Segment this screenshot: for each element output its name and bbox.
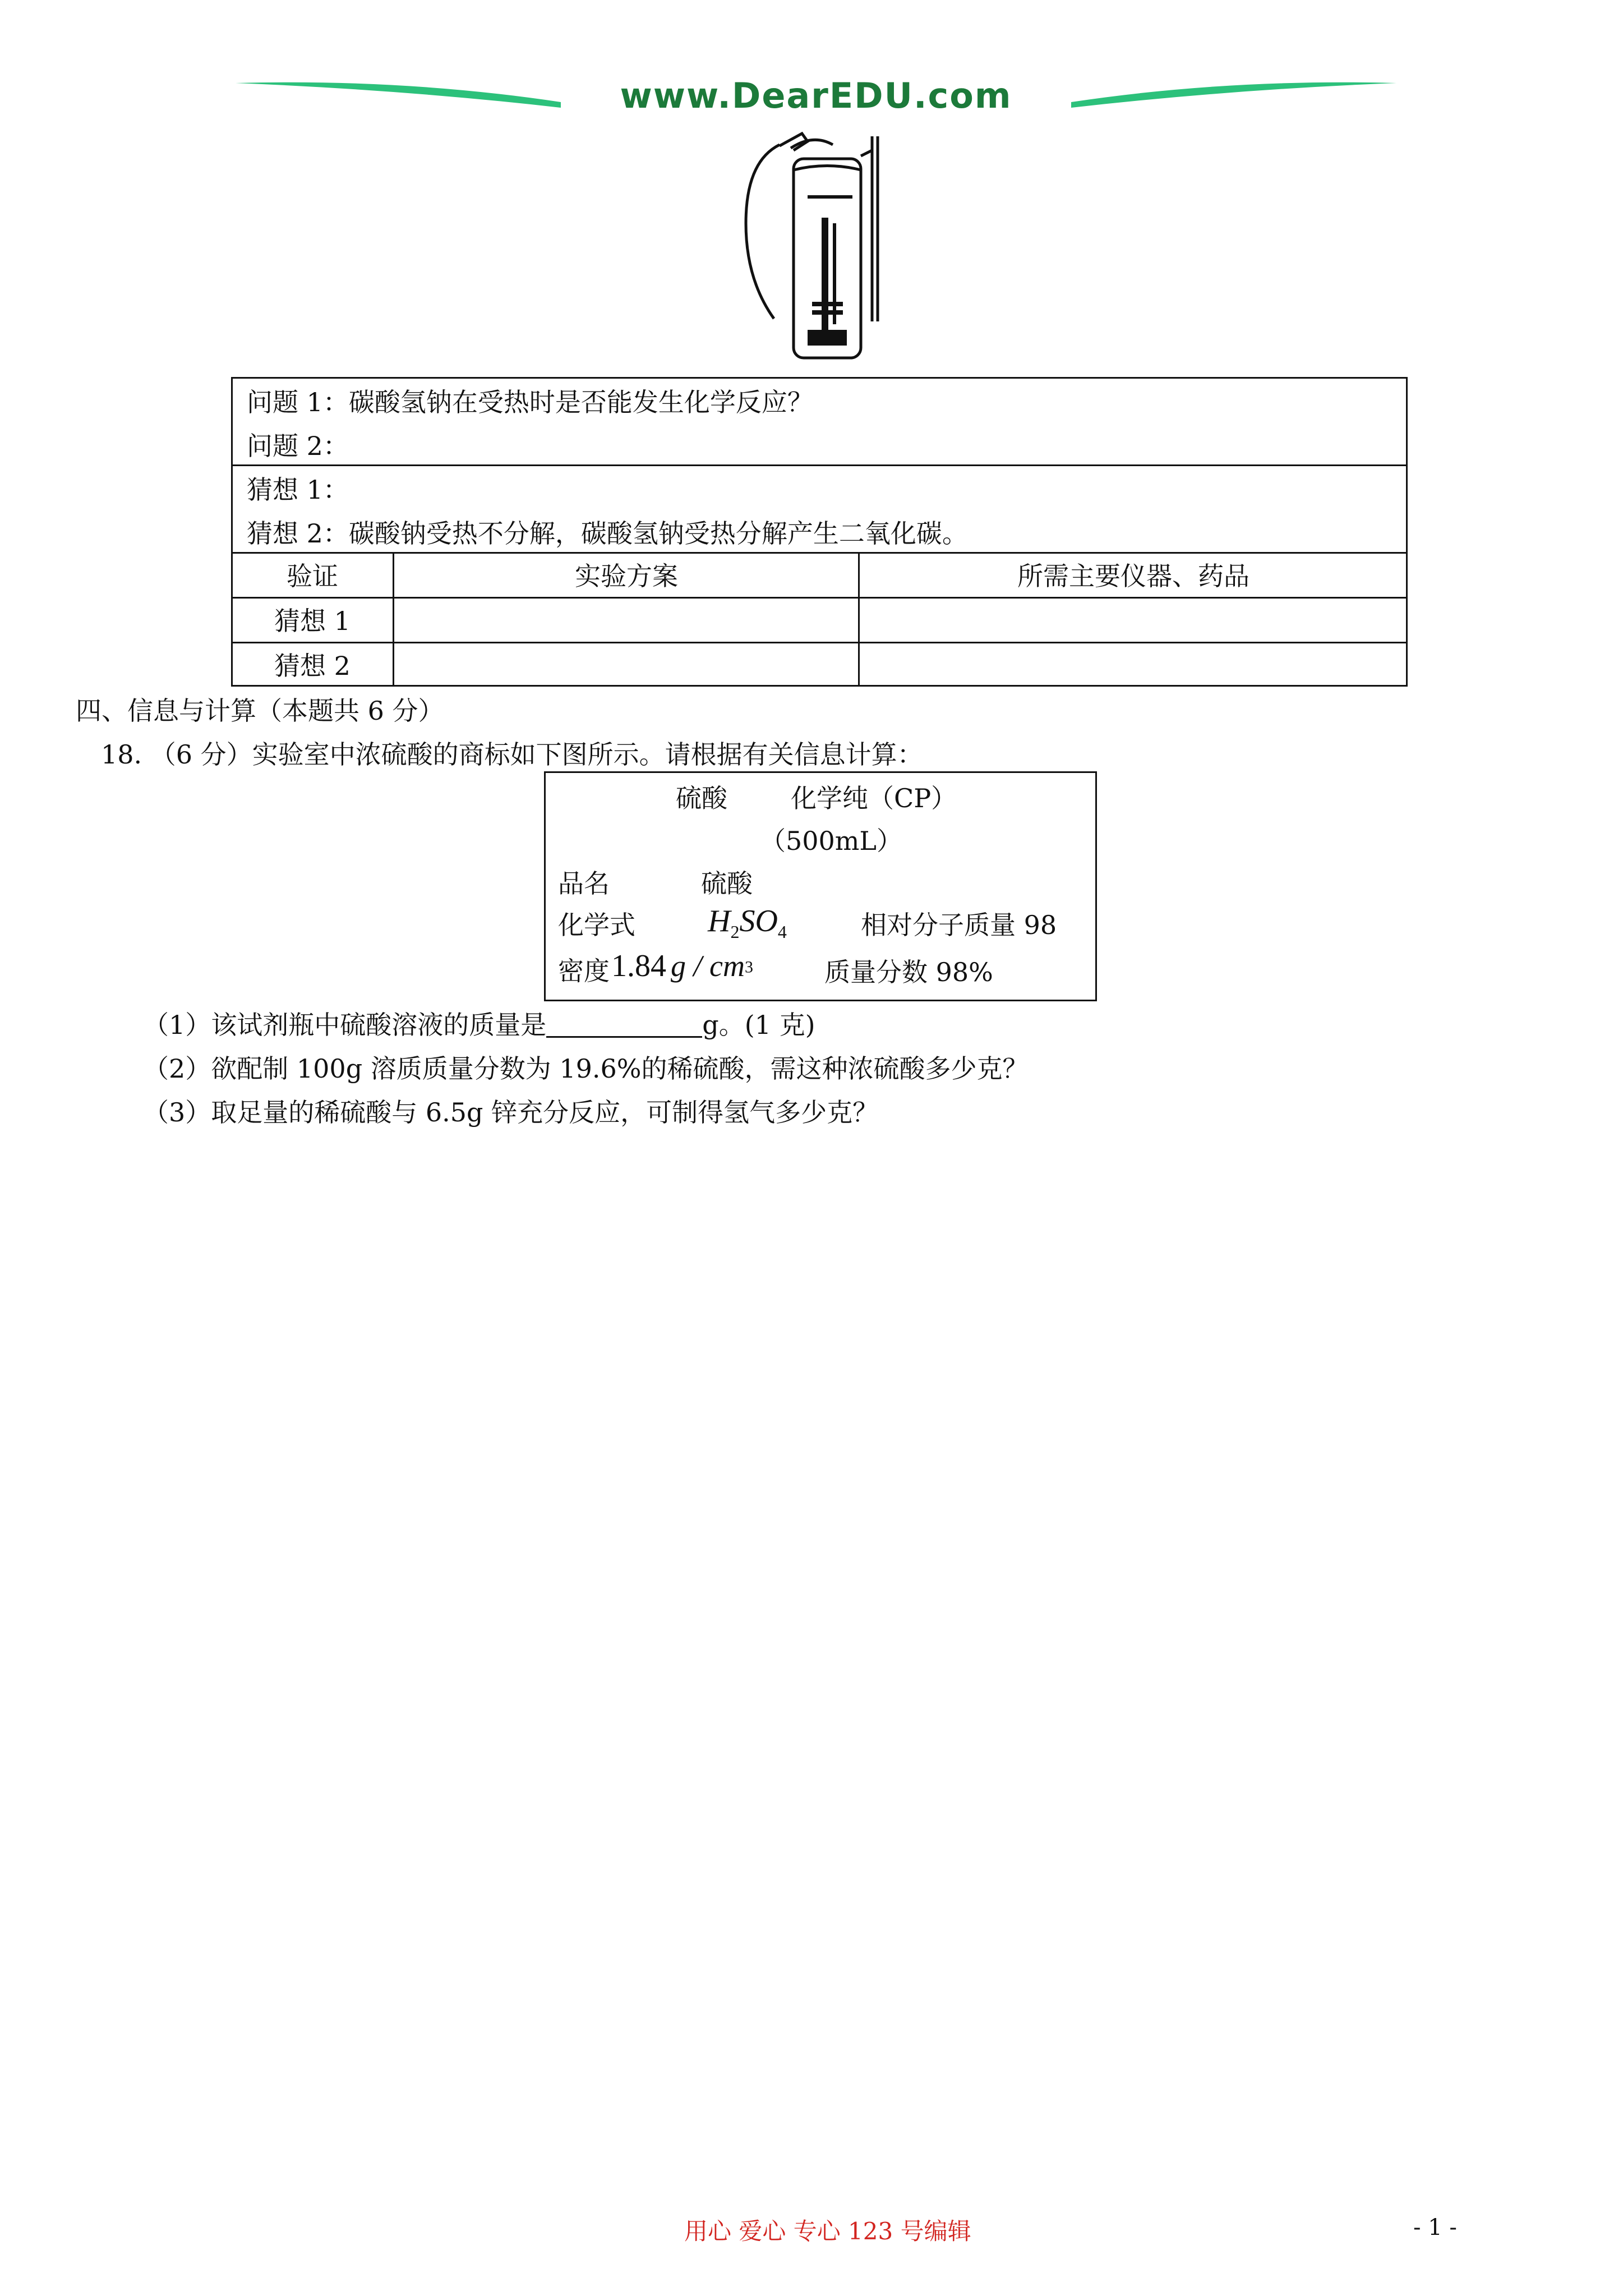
question-18: 18. （6 分）实验室中浓硫酸的商标如下图所示。请根据有关信息计算：: [101, 739, 923, 770]
site-logo: www.DearEDU.com: [620, 75, 1012, 116]
row-guess-1: 猜想 1: [274, 606, 351, 636]
label-volume: （500mL）: [760, 826, 902, 856]
question-1: 问题 1：碳酸氢钠在受热时是否能发生化学反应？: [247, 387, 813, 417]
guess-1: 猜想 1：: [247, 475, 349, 505]
label-title-right: 化学纯（CP）: [791, 783, 957, 813]
footer-text: 用心 爱心 专心 123 号编辑: [684, 2217, 971, 2245]
col-header-verify: 验证: [287, 561, 338, 591]
answer-blank[interactable]: [546, 1014, 702, 1038]
question-2: 问题 2：: [247, 431, 349, 461]
label-formula-label: 化学式: [558, 910, 635, 940]
guess-2: 猜想 2：碳酸钠受热不分解，碳酸氢钠受热分解产生二氧化碳。: [247, 518, 968, 549]
label-density-value: 1.84 g / $cm^3$: [611, 949, 753, 983]
label-title-left: 硫酸: [676, 783, 727, 813]
label-name-value: 硫酸: [701, 868, 753, 899]
col-header-plan: 实验方案: [575, 561, 678, 591]
label-formula: $H_2SO_4$: [708, 904, 787, 942]
label-mass-fraction: 质量分数 98%: [824, 957, 993, 987]
section-heading: 四、信息与计算（本题共 6 分）: [76, 696, 444, 726]
row-guess-2: 猜想 2: [274, 651, 351, 681]
label-name-label: 品名: [558, 868, 610, 899]
header-banner: [236, 67, 1396, 123]
table-divider: [231, 552, 1408, 554]
sub-question-3: （3）取足量的稀硫酸与 6.5g 锌充分反应，可制得氢气多少克？: [143, 1097, 879, 1128]
table-divider: [231, 642, 1408, 643]
col-header-equipment: 所需主要仪器、药品: [1017, 561, 1249, 591]
table-divider: [231, 597, 1408, 599]
sub-question-2: （2）欲配制 100g 溶质质量分数为 19.6%的稀硫酸，需这种浓硫酸多少克？: [143, 1053, 1029, 1084]
label-molar-mass: 相对分子质量 98: [861, 910, 1057, 940]
label-density-label: 密度: [558, 956, 610, 986]
page-number: - 1 -: [1413, 2215, 1457, 2240]
fire-extinguisher-icon: [740, 128, 886, 364]
sub-question-1: （1）该试剂瓶中硫酸溶液的质量是 g。(1 克): [143, 1010, 815, 1040]
table-divider: [231, 464, 1408, 466]
